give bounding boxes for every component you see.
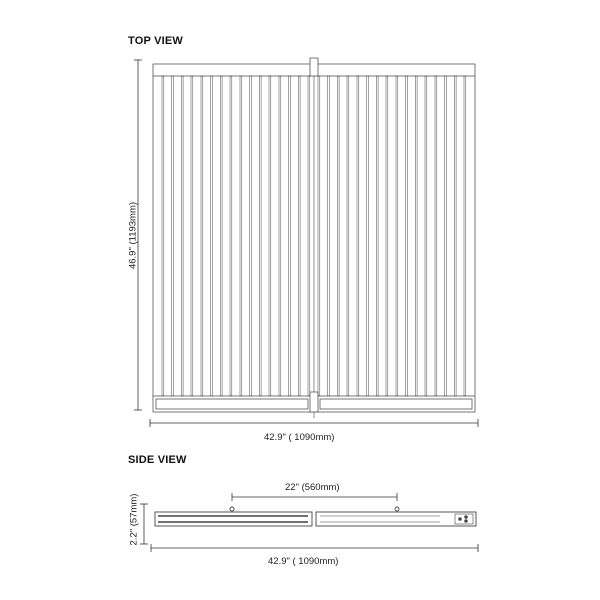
light-bar [445, 76, 447, 396]
right-mount-point [395, 507, 399, 511]
light-bar [181, 76, 183, 396]
light-bar [406, 76, 408, 396]
light-bar [279, 76, 281, 396]
light-bar [376, 76, 378, 396]
light-bar [347, 76, 349, 396]
light-bar [259, 76, 261, 396]
side-height-label: 2.2" (57mm) [128, 493, 140, 546]
light-bar [162, 76, 164, 396]
light-bar [191, 76, 193, 396]
light-bar [328, 76, 330, 396]
light-bar [211, 76, 213, 396]
light-bar [201, 76, 203, 396]
driver-box [455, 514, 473, 524]
light-bar [367, 76, 369, 396]
light-bar [337, 76, 339, 396]
light-bar [230, 76, 232, 396]
left-mount-point [230, 507, 234, 511]
light-bar [308, 76, 310, 396]
top-view-title: TOP VIEW [128, 35, 183, 47]
light-bar [269, 76, 271, 396]
light-bar [240, 76, 242, 396]
light-bar [250, 76, 252, 396]
top-width-dimension [150, 419, 478, 427]
light-bar [172, 76, 174, 396]
light-bar [298, 76, 300, 396]
side-view-fixture [155, 507, 476, 526]
light-bar [220, 76, 222, 396]
light-bar [289, 76, 291, 396]
top-height-label: 46.9" (1193mm) [127, 201, 139, 270]
light-bar [396, 76, 398, 396]
light-bar [464, 76, 466, 396]
side-width-label: 42.9" ( 1090mm) [268, 556, 339, 567]
light-bar [454, 76, 456, 396]
side-view-title: SIDE VIEW [128, 454, 187, 466]
light-bar [357, 76, 359, 396]
light-bar [425, 76, 427, 396]
mount-spacing-label: 22" (560mm) [285, 482, 340, 493]
light-bar [415, 76, 417, 396]
light-bar [318, 76, 320, 396]
mount-spacing-dimension [232, 493, 397, 501]
light-bar [386, 76, 388, 396]
light-bar [435, 76, 437, 396]
side-width-dimension [151, 544, 478, 552]
top-width-label: 42.9" ( 1090mm) [264, 432, 335, 443]
side-height-dimension [140, 504, 148, 544]
